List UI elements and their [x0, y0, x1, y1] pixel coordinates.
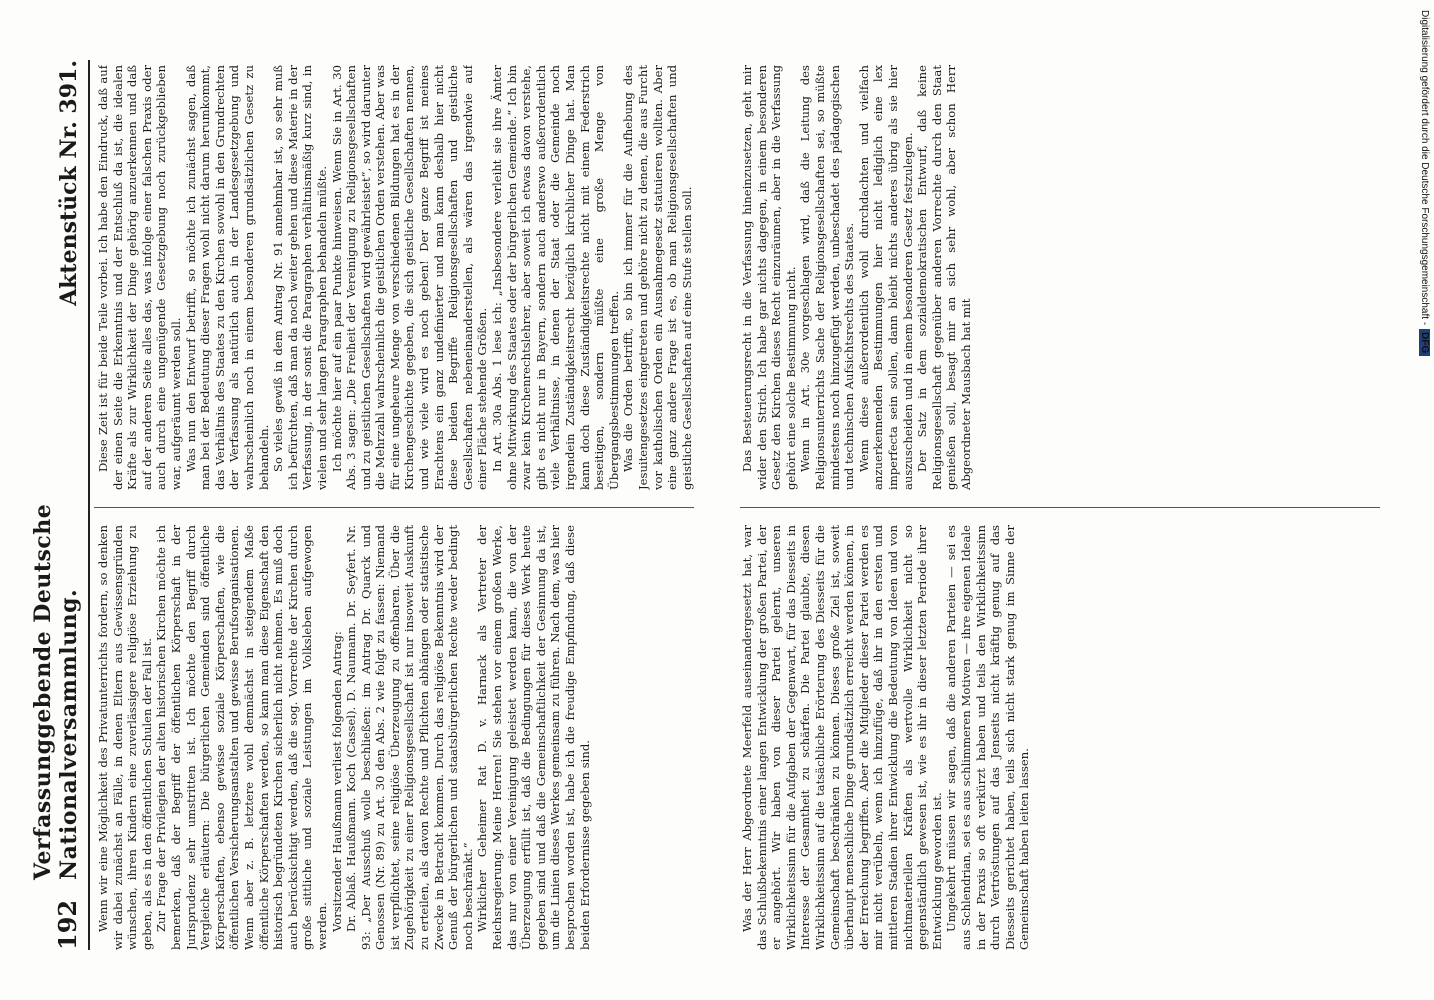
page-number: 192 — [53, 899, 82, 950]
paragraph: Was der Herr Abgeordnete Meerfeld auseinandergesetzt hat, war das Schlußbekenntnis einer langen Entwicklung der großen Partei, der er angehört. Wir haben von dieser Partei gelernt, unseren Wirklichkeitssinn für die Aufgaben der Gegenwart, für das Diesseits in Interesse der Gesamtheit zu schärfen. Die Partei glaubte, diesen Wirklichkeitssinn auf die tatsächliche Erörterung des Diesseits für die Gemeinschaft beschränken zu können. Dieses große Ziel ist, soweit überhaupt menschliche Dinge grundsätzlich erreicht werden können, in der Erreichung begriffen. Aber die Mitglieder dieser Partei werden es mir nicht verübeln, wenn ich hinzufüge, daß ihr in den ersten und mittleren Stadien ihrer Entwicklung die Bedeutung von Ideen und von nichtmateriellen Kräften als wertvolle Wirklichkeit nicht so gegenständlich gewesen ist, wie es ihr in dieser letzten Periode ihrer Entwicklung geworden ist. — [740, 525, 944, 950]
paragraph: In Art. 30a Abs. 1 lese ich: „Insbesondere verleiht sie ihre Ämter ohne Mitwirkung des Staates oder der bürgerlichen Gemeinde.“ Ich bin zwar kein Kirchenrechtslehrer, aber soweit ich etwas davon verstehe, gibt es nicht nur in Bayern, sondern auch anderswo außerordentlich viele Verhältnisse, in denen der Staat oder die Gemeinde noch irgendein Zuständigkeitsrecht bezüglich kirchlicher Dinge hat. Man kann doch diese Zuständigkeitsrechte nicht mit einem Federstrich beseitigen, sondern müßte eine große Menge von Übergangsbestimmungen treffen. — [490, 65, 621, 490]
left-column — [96, 525, 696, 950]
paragraph: Wenn in Art. 30e vorgeschlagen wird, daß die Leitung des Religionsunterrichts Sache der Religionsgesellschaften sei, so müßte mindestens noch hinzugefügt werden, unbeschadet des pädagogischen und technischen Aufsichtsrechts des Staates. — [798, 65, 857, 490]
running-title: Verfassunggebende Deutsche Nationalversammlung. — [30, 503, 82, 880]
dfg-logo: DFG — [1419, 329, 1430, 356]
digitization-credit — [1418, 10, 1430, 970]
paragraph: Das Besteuerungsrecht in die Verfassung hineinzusetzen, geht mir wider den Strich. Ich habe gar nichts dagegen, in einem besonderen Gesetz den Kirchen dieses Recht einzuräumen, aber in die Verfassung gehört eine solche Bestimmung nicht. — [740, 65, 798, 490]
credit-line — [1419, 10, 1430, 356]
paragraph: Ich möchte hier auf ein paar Punkte hinweisen. Wenn Sie in Art. 30 Abs. 3 sagen: „Die Freiheit der Vereinigung zu Religionsgesellschaften und zu geistlichen Gesellschaften wird gewährleistet“, so wird darunter die Mehrzahl wahrscheinlich die geistlichen Orden verstehen. Aber was für eine ungeheure Menge von verschiedenen Bildungen hat es in der Kirchengeschichte gegeben, die sich geistliche Gesellschaften nennen, und wie viele wird es noch geben! Der ganze Begriff ist meines Erachtens ein ganz undefinierter und man kann deshalb hier nicht diese beiden Begriffe Religionsgesellschaften und geistliche Gesellschaften nebeneinanderstellen, als wären das irgendwie auf einer Fläche stehende Größen. — [329, 65, 490, 490]
paragraph: Umgekehrt müssen wir sagen, daß die anderen Parteien — sei es aus Schlendrian, sei es aus schlimmeren Motiven — ihre eigenen Ideale in der Praxis so oft verkürzt haben und teils den Wirklichkeitssinn durch Vertröstungen auf das Jenseits nicht kräftig genug auf das Diesseits gerichtet haben, teils sich nicht stark genug im Sinne der Gemeinschaft haben leiten lassen. — [944, 525, 1032, 950]
credit-text: Digitalisierung gefördert durch die Deutsche Forschungsgemeinschaft - — [1419, 10, 1430, 326]
paragraph: Diese Zeit ist für beide Teile vorbei. Ich habe den Eindruck, daß auf der einen Seite die Erkenntnis und der Entschluß da ist, die idealen Kräfte als zur Wirklichkeit der Dinge gehörig anzuerkennen und daß auf der anderen Seite alles das, was infolge einer falschen Praxis oder auch durch eine ungenügende Gesetzgebung noch zurückgeblieben war, aufgeräumt werden soll. — [96, 65, 183, 490]
paragraph: Dr. Ablaß. Haußmann. Koch (Cassel). D. Naumann. Dr. Seyfert. Nr. 93: „Der Ausschuß wolle beschließen: im Antrag Dr. Quarck und Genossen (Nr. 89) zu Art. 30 den Abs. 2 wie folgt zu fassen: Niemand ist verpflichtet, seine religiöse Überzeugung zu offenbaren. Über die Zugehörigkeit zu einer Religionsgesellschaft ist nur insoweit Auskunft zu erteilen, als davon Rechte und Pflichten abhängen oder statistische Zwecke in Betracht kommen. Durch das religiöse Bekenntnis wird der Genuß der bürgerlichen und staatsbürgerlichen Rechte weder bedingt noch beschränkt.“ — [344, 525, 475, 950]
rotated-page-content — [30, 60, 1400, 950]
paragraph: Was nun den Entwurf betrifft, so möchte ich zunächst sagen, daß man bei der Bedeutung dieser Fragen wohl nicht darum herumkommt, das Verhältnis des Staates zu den Kirchen sowohl in den Grundrechten der Verfassung als natürlich auch in der Landesgesetzgebung und wahrscheinlich noch in einem besonderen grundsätzlichen Gesetz zu behandeln. — [183, 65, 271, 490]
column-divider — [740, 507, 1380, 508]
paragraph: Wenn wir eine Möglichkeit des Privatunterrichts fordern, so denken wir dabei zunächst an Fälle, in denen Eltern aus Gewissensgründen wünschen, ihren Kindern eine zuverlässigere religiöse Erziehung zu geben, als es in den öffentlichen Schulen der Fall ist. — [96, 525, 154, 950]
paragraph: Der Satz in dem sozialdemokratischen Entwurf, daß keine Religionsgesellschaft gegenüber anderen Vorrechte durch den Staat genießen soll, besagt mir an sich sehr wohl, aber schon Herr Abgeordneter Mausbach hat mit — [915, 65, 973, 490]
document-number: Aktenstück Nr. 391. — [56, 60, 82, 306]
paragraph: Zur Frage der Privilegien der alten historischen Kirchen möchte ich bemerken, daß der Begriff der öffentlichen Körperschaft in der Jurisprudenz sehr umstritten ist. Ich möchte den Begriff durch Vergleiche erläutern: Die bürgerlichen Gemeinden sind öffentliche Körperschaften, ebenso gewisse soziale Körperschaften, wie die öffentlichen Versicherungsanstalten und gewisse Berufsorganisationen. Wenn aber z. B. letztere wohl demnächst in steigendem Maße öffentliche Körperschaften werden, so kann man diese Eigenschaft den historisch begründeten Kirchen sicherlich nicht nehmen. Es muß doch auch berücksichtigt werden, daß die sog. Vorrechte der Kirchen durch große sittliche und soziale Leistungen im Volksleben aufgewogen werden. — [154, 525, 329, 950]
right-column — [96, 65, 696, 490]
paragraph: Wenn diese außerordentlich wohl durchdachten und vielfach anzuerkennenden Bestimmungen hier nicht lediglich eine lex imperfecta sein sollen, dann bleibt nichts anderes übrig als sie hier auszuscheiden und in einem besonderen Gesetz festzulegen. — [856, 65, 915, 490]
page-header — [30, 60, 90, 950]
right-column-lower — [740, 65, 1380, 490]
paragraph: So vieles gewiß in dem Antrag Nr. 91 annehmbar ist, so sehr muß ich befürchten, daß man da noch weiter gehen und diese Materie in der Verfassung, in der sonst die Paragraphen verhältnismäßig kurz sind, in vielen und sehr langen Paragraphen behandeln müßte. — [271, 65, 329, 490]
paragraph: Was die Orden betrifft, so bin ich immer für die Aufhebung des Jesuitengesetzes eingetreten und gehöre nicht zu denen, die aus Furcht vor katholischen Orden ein Ausnahmegesetz statuieren wollten. Aber eine ganz andere Frage ist es, ob man Religionsgesellschaften und geistliche Gesellschaften auf eine Stufe stellen soll. — [621, 65, 694, 490]
paragraph: Vorsitzender Haußmann verliest folgenden Antrag: — [329, 631, 344, 932]
left-column-lower — [740, 525, 1380, 950]
paragraph: Wirklicher Geheimer Rat D. v. Harnack als Vertreter der Reichsregierung: Meine Herren! Sie stehen vor einem großen Werke, das nur von einer Vereinigung geleistet werden kann, die von der Überzeugung erfüllt ist, daß die Bedingungen für dieses Werk heute gegeben sind und daß die Gemeinschaftlichkeit der Gesinnung da ist, um die Linien dieses Werkes gemeinsam zu führen. Nach dem, was hier besprochen worden ist, habe ich die freudige Empfindung, daß diese beiden Erfordernisse gegeben sind. — [475, 525, 592, 950]
column-divider — [94, 507, 694, 508]
